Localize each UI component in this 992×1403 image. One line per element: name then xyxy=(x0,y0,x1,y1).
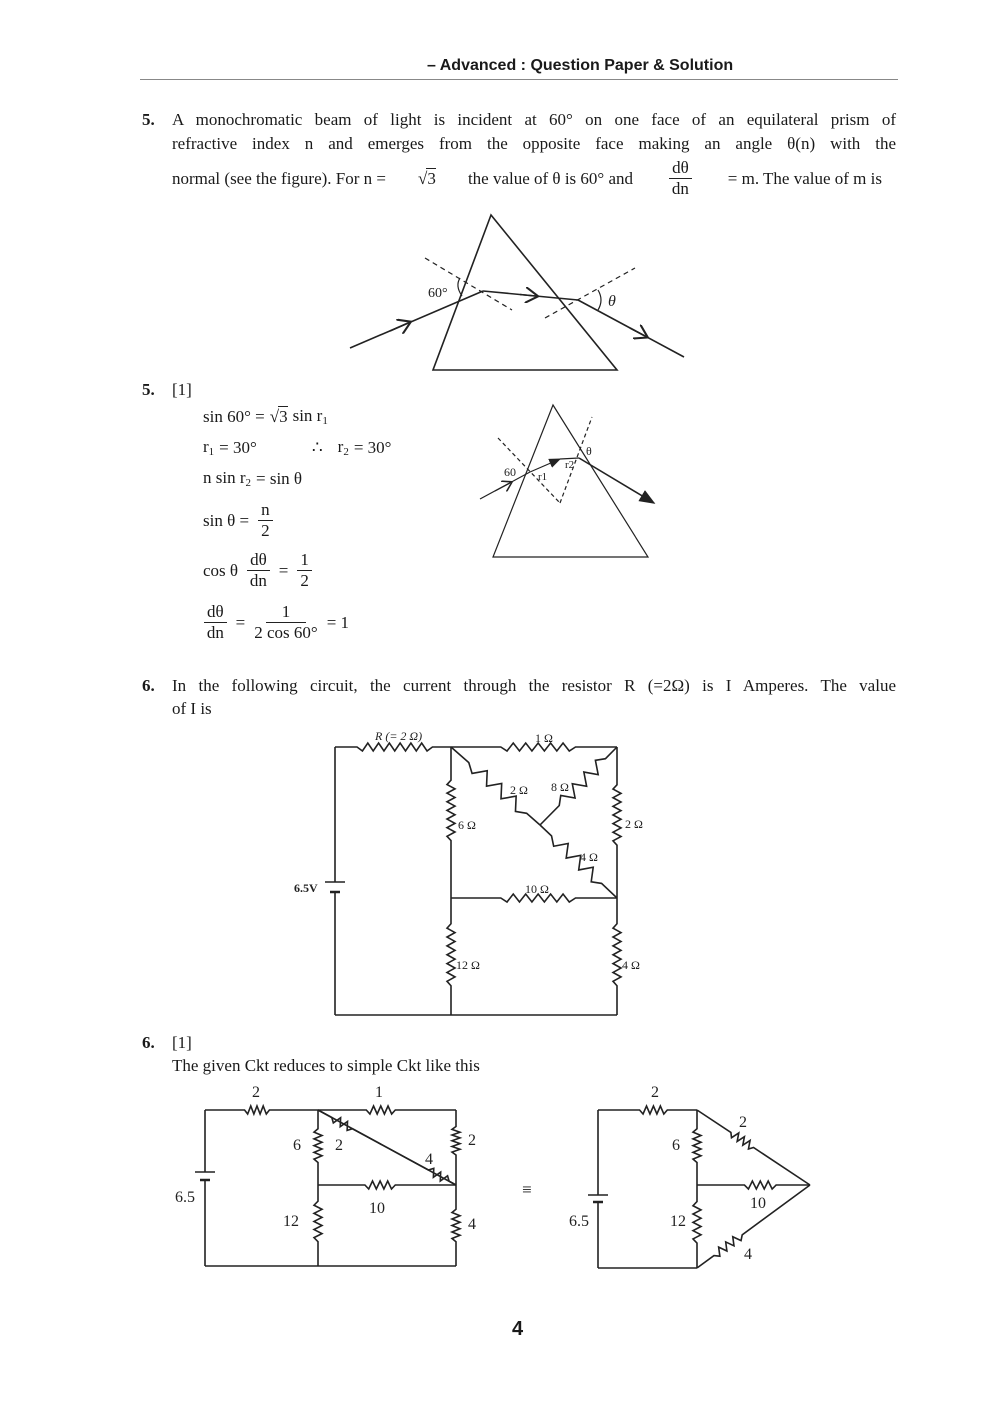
ray-arrow xyxy=(520,295,535,297)
resistor xyxy=(447,898,455,1015)
eq-text: sin 60° = xyxy=(203,406,265,426)
header-rule xyxy=(140,79,898,80)
fraction xyxy=(247,550,270,591)
fraction xyxy=(254,602,317,643)
q5-text: the value of θ is 60° and xyxy=(467,168,634,188)
resistor xyxy=(318,1106,456,1114)
r1-label: r1 xyxy=(538,471,548,483)
denominator: 2 xyxy=(261,521,270,540)
eq-text xyxy=(203,437,214,458)
therefore-symbol: ∴ xyxy=(311,437,323,457)
question-circuit xyxy=(325,743,621,1015)
reduced-circuit-right xyxy=(588,1106,810,1268)
resistor-label: 10 Ω xyxy=(525,882,549,896)
sqrt-sign: √ xyxy=(418,168,428,188)
fraction xyxy=(258,500,273,541)
prism-figure-solution xyxy=(480,405,654,557)
incident-ray xyxy=(350,291,483,348)
resistor xyxy=(318,1181,456,1189)
ray-arrow xyxy=(390,323,408,331)
resistor-label: 1 Ω xyxy=(535,731,553,745)
resistor-label: 2 xyxy=(252,1084,260,1101)
theta-label: θ xyxy=(586,444,592,458)
prism xyxy=(433,215,617,370)
battery-label: 6.5 xyxy=(569,1213,589,1230)
solution-6-text: The given Ckt reduces to simple Ckt like this xyxy=(172,1056,480,1075)
angle-arc xyxy=(458,278,462,296)
solution-6-number: 6. xyxy=(142,1033,155,1052)
equation-3 xyxy=(203,468,302,489)
refracted-ray xyxy=(483,291,578,300)
resistor-label: 6 xyxy=(293,1137,301,1154)
resistor xyxy=(697,1185,810,1268)
resistor-label: 4 xyxy=(425,1151,433,1168)
angle-label: 60 xyxy=(504,465,516,479)
resistor-label: 12 xyxy=(670,1213,686,1230)
subscript: 1 xyxy=(322,415,328,427)
eq-text: = sin θ xyxy=(256,468,303,488)
question-5-line-3 xyxy=(172,158,882,199)
question-5-number: 5. xyxy=(142,110,155,129)
equals: = xyxy=(278,560,289,580)
resistor xyxy=(205,1106,318,1114)
diagram-labels xyxy=(175,286,766,1263)
resistor-label: 12 Ω xyxy=(456,958,480,972)
normal-line xyxy=(545,268,635,318)
eq-text: sin θ = xyxy=(203,510,250,530)
resistor xyxy=(451,894,617,902)
r2-label: r2 xyxy=(565,459,575,471)
sqrt-3 xyxy=(418,169,436,189)
numerator: dθ xyxy=(669,158,692,179)
sqrt-3 xyxy=(270,407,288,427)
eq-text: r xyxy=(203,437,209,456)
resistor xyxy=(318,1110,456,1185)
resistor xyxy=(693,1110,701,1185)
question-5-line-2: refractive index n and emerges from the opposite face making an angle θ(n) with the xyxy=(172,134,896,153)
resistor xyxy=(314,1185,322,1266)
resistor xyxy=(335,743,451,751)
resistor-label: 10 xyxy=(750,1195,766,1212)
subscript: 1 xyxy=(208,446,215,458)
normal-line xyxy=(560,417,592,503)
equals: = xyxy=(235,612,246,632)
resistor-label: 2 xyxy=(335,1137,343,1154)
numerator: dθ xyxy=(204,602,227,623)
resistor xyxy=(447,747,455,898)
eq-text xyxy=(293,406,328,427)
eq-text: n sin r xyxy=(203,468,246,487)
resistor-label: 2 xyxy=(651,1084,659,1101)
denominator: dn xyxy=(249,571,267,590)
equation-1 xyxy=(203,406,328,427)
resistor-label: 8 Ω xyxy=(551,780,569,794)
resistor xyxy=(451,743,617,751)
denominator: 2 xyxy=(300,571,309,590)
resistor xyxy=(697,1110,810,1185)
denominator: 2 cos 60° xyxy=(254,623,318,642)
equivalent-symbol: ≡ xyxy=(522,1180,532,1199)
eq-text: = 30° xyxy=(353,437,392,457)
resistor xyxy=(540,825,617,898)
angle-label: 60° xyxy=(428,286,448,301)
subscript: 2 xyxy=(245,477,251,489)
incident-ray xyxy=(480,472,530,499)
prism xyxy=(493,405,648,557)
battery-label: 6.5V xyxy=(294,881,318,895)
resistor-label: 12 xyxy=(283,1213,299,1230)
eq-text xyxy=(203,468,251,489)
resistor xyxy=(613,898,621,1015)
resistor xyxy=(314,1110,322,1185)
resistor-label: 4 xyxy=(744,1246,752,1263)
eq-text: sin r xyxy=(292,406,323,425)
battery-label: 6.5 xyxy=(175,1189,195,1206)
ray-arrow xyxy=(630,328,645,336)
resistor-label: 1 xyxy=(375,1084,383,1101)
refracted-ray xyxy=(560,458,579,459)
resistor-label: 2 xyxy=(739,1114,747,1131)
sqrt-arg: 3 xyxy=(427,168,436,188)
equation-5 xyxy=(203,550,316,591)
resistor xyxy=(540,747,617,825)
resistor-label: 2 Ω xyxy=(625,817,643,831)
emergent-ray xyxy=(579,458,654,503)
question-6-line-1: In the following circuit, the current through the resistor R (=2Ω) is I Amperes. The value xyxy=(172,676,896,695)
resistor xyxy=(613,747,621,898)
question-6-number: 6. xyxy=(142,676,155,695)
derivative-fraction xyxy=(669,158,692,199)
ray-arrow xyxy=(495,483,510,491)
sqrt-arg: 3 xyxy=(279,406,288,426)
resistor-label: 10 xyxy=(369,1200,385,1217)
resistor-label: 2 xyxy=(468,1132,476,1149)
eq-text: = 30° xyxy=(219,437,257,457)
numerator: 1 xyxy=(266,602,307,623)
resistor xyxy=(693,1185,701,1268)
theta-label: θ xyxy=(608,293,616,310)
running-header: – Advanced : Question Paper & Solution xyxy=(427,57,734,74)
equation-6 xyxy=(200,602,349,643)
resistor-label: 4 Ω xyxy=(622,958,640,972)
resistor-label: 2 Ω xyxy=(510,783,528,797)
question-6-line-2: of I is xyxy=(172,699,212,718)
angle-arc xyxy=(598,290,601,310)
prism-figure-question xyxy=(350,215,684,370)
resistor xyxy=(318,1110,456,1185)
resistor-label: R (= 2 Ω) xyxy=(375,729,423,743)
fraction xyxy=(297,550,312,591)
refracted-ray xyxy=(530,459,560,472)
resistor-label: 4 Ω xyxy=(580,850,598,864)
sqrt-sign: √ xyxy=(269,406,280,426)
fraction xyxy=(204,602,227,643)
q5-text: normal (see the figure). For n = xyxy=(172,168,386,188)
equation-4 xyxy=(203,500,277,541)
solution-6-answer: [1] xyxy=(172,1033,192,1052)
subscript: 2 xyxy=(343,446,349,458)
resistor xyxy=(452,1110,460,1185)
resistor xyxy=(697,1181,810,1189)
q5-text: = m. The value of m is xyxy=(727,168,882,188)
eq-text: r xyxy=(337,437,344,456)
normal-line xyxy=(498,438,560,503)
numerator: 1 xyxy=(297,550,312,571)
numerator: n xyxy=(258,500,273,521)
normal-line xyxy=(425,258,512,310)
resistor xyxy=(451,747,540,825)
resistor-label: 6 xyxy=(672,1137,680,1154)
reduced-circuit-left xyxy=(195,1106,460,1266)
page-number: 4 xyxy=(512,1318,524,1340)
equation-2 xyxy=(203,437,391,458)
eq-text: cos θ xyxy=(203,560,239,580)
question-5-line-1: A monochromatic beam of light is incident at 60° on one face of an equilateral prism of xyxy=(172,110,896,129)
solution-5-answer: [1] xyxy=(172,380,192,399)
emergent-ray xyxy=(578,300,684,357)
resistor xyxy=(598,1106,697,1114)
denominator: dn xyxy=(206,623,224,642)
result: = 1 xyxy=(326,612,350,632)
resistor-label: 4 xyxy=(468,1216,476,1233)
denominator: dn xyxy=(671,179,689,198)
eq-text xyxy=(338,437,349,458)
solution-5-number: 5. xyxy=(142,380,155,399)
resistor-label: 6 Ω xyxy=(458,818,476,832)
resistor xyxy=(452,1185,460,1266)
numerator: dθ xyxy=(247,550,270,571)
